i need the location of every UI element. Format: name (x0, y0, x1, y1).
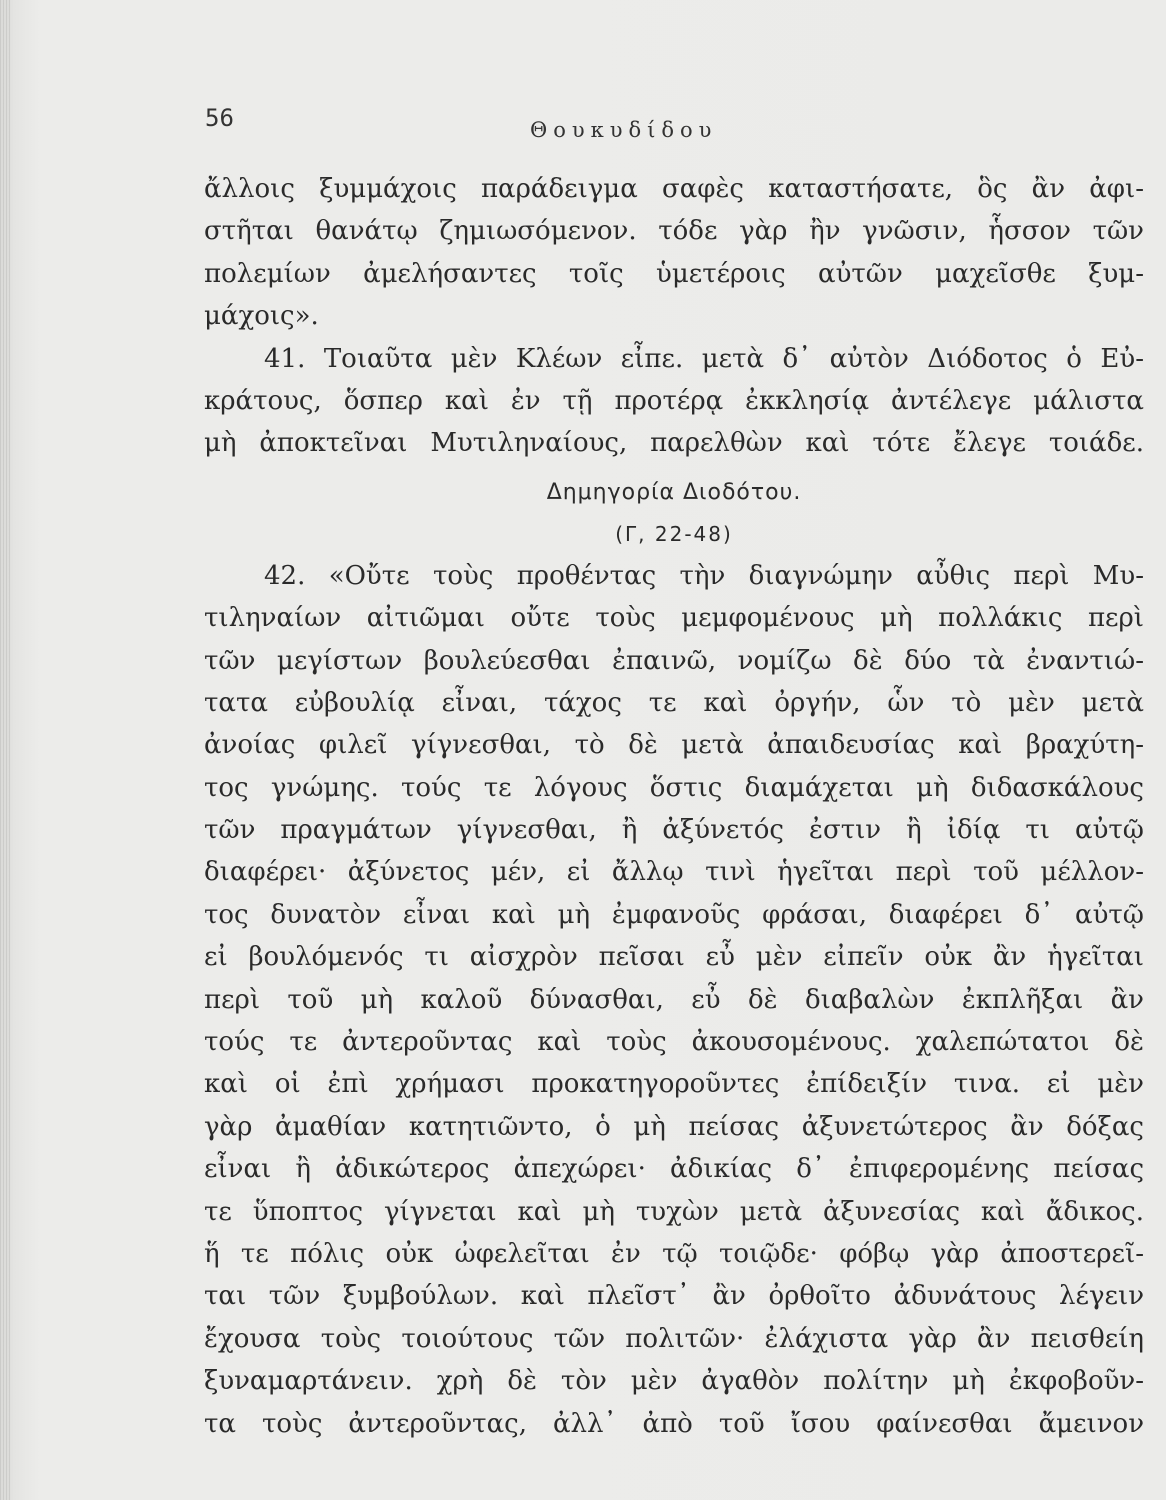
page-number: 56 (205, 104, 234, 132)
section-title: Δημηγορία Διοδότου. (546, 479, 802, 505)
running-head: Θουκυδίδου (530, 118, 718, 142)
binding-edge (0, 0, 10, 1500)
text-line: κράτους, ὅσπερ καὶ ἐν τῇ προτέρᾳ ἐκκλησίᾳ ἀντέλεγε μάλιστα (204, 385, 1144, 416)
text-line: τα τοὺς ἀντεροῦντας, ἀλλ᾽ ἀπὸ τοῦ ἴσου φαίνεσθαι ἄμεινον (204, 1408, 1144, 1439)
text-line: ξυναμαρτάνειν. χρὴ δὲ τὸν μὲν ἀγαθὸν πολίτην μὴ ἐκφοβοῦν- (204, 1366, 1144, 1397)
text-line: εἰ βουλόμενός τι αἰσχρὸν πεῖσαι εὖ μὲν εἰπεῖν οὐκ ἂν ἡγεῖται (204, 942, 1144, 973)
text-line: 41. Τοιαῦτα μὲν Κλέων εἶπε. μετὰ δ᾽ αὐτὸν Διόδοτος ὁ Εὐ- (264, 343, 1144, 374)
text-line: ἔχουσα τοὺς τοιούτους τῶν πολιτῶν· ἐλάχιστα γὰρ ἂν πεισθείη (204, 1323, 1144, 1354)
text-line: ται τῶν ξυμβούλων. καὶ πλεῖστ᾽ ἂν ὀρθοῖτο ἀδυνάτους λέγειν (204, 1281, 1144, 1312)
section-reference: (Γ, 22-48) (615, 521, 733, 546)
text-line: πολεμίων ἀμελήσαντες τοῖς ὑμετέροις αὐτῶν μαχεῖσθε ξυμ- (204, 258, 1144, 289)
text-line: γὰρ ἀμαθίαν κατητιῶντο, ὁ μὴ πείσας ἀξυνετώτερος ἂν δόξας (204, 1111, 1144, 1142)
text-line: 42. «Οὔτε τοὺς προθέντας τὴν διαγνώμην αὖθις περὶ Μυ- (264, 560, 1144, 591)
text-block (204, 168, 1144, 1445)
text-line: ἄλλοις ξυμμάχοις παράδειγμα σαφὲς καταστήσατε, ὃς ἂν ἀφι- (204, 174, 1144, 204)
text-line: μάχοις». (204, 301, 319, 332)
text-line: εἶναι ἢ ἀδικώτερος ἀπεχώρει· ἀδικίας δ᾽ ἐπιφερομένης πείσας (204, 1154, 1144, 1185)
text-line: ἥ τε πόλις οὐκ ὠφελεῖται ἐν τῷ τοιῷδε· φόβῳ γὰρ ἀποστερεῖ- (204, 1238, 1144, 1269)
text-line: τιληναίων αἰτιῶμαι οὔτε τοὺς μεμφομένους μὴ πολλάκις περὶ (204, 603, 1144, 634)
text-line: μὴ ἀποκτεῖναι Μυτιληναίους, παρελθὼν καὶ τότε ἔλεγε τοιάδε. (204, 428, 1144, 459)
text-line: καὶ οἱ ἐπὶ χρήμασι προκατηγοροῦντες ἐπίδειξίν τινα. εἰ μὲν (204, 1069, 1144, 1100)
text-line: τούς τε ἀντεροῦντας καὶ τοὺς ἀκουσομένους. χαλεπώτατοι δὲ (204, 1027, 1144, 1058)
text-line: διαφέρει· ἀξύνετος μέν, εἰ ἄλλῳ τινὶ ἡγεῖται περὶ τοῦ μέλλον- (204, 857, 1144, 888)
text-line: τατα εὐβουλίᾳ εἶναι, τάχος τε καὶ ὀργήν, ὧν τὸ μὲν μετὰ (204, 687, 1144, 718)
text-line: περὶ τοῦ μὴ καλοῦ δύνασθαι, εὖ δὲ διαβαλὼν ἐκπλῆξαι ἂν (204, 984, 1144, 1015)
text-line: τῶν μεγίστων βουλεύεσθαι ἐπαινῶ, νομίζω δὲ δύο τὰ ἐναντιώ- (204, 645, 1144, 676)
text-line: στῆται θανάτῳ ζημιωσόμενον. τόδε γὰρ ἢν γνῶσιν, ἧσσον τῶν (204, 216, 1144, 247)
text-line: τος δυνατὸν εἶναι καὶ μὴ ἐμφανοῦς φράσαι, διαφέρει δ᾽ αὐτῷ (204, 899, 1144, 930)
text-line: τος γνώμης. τούς τε λόγους ὅστις διαμάχεται μὴ διδασκάλους (204, 772, 1144, 803)
text-line: τε ὕποπτος γίγνεται καὶ μὴ τυχὼν μετὰ ἀξυνεσίας καὶ ἄδικος. (204, 1196, 1144, 1227)
text-line: ἀνοίας φιλεῖ γίγνεσθαι, τὸ δὲ μετὰ ἀπαιδευσίας καὶ βραχύτη- (204, 730, 1144, 761)
text-line: τῶν πραγμάτων γίγνεσθαι, ἢ ἀξύνετός ἐστιν ἢ ἰδίᾳ τι αὐτῷ (204, 815, 1144, 846)
